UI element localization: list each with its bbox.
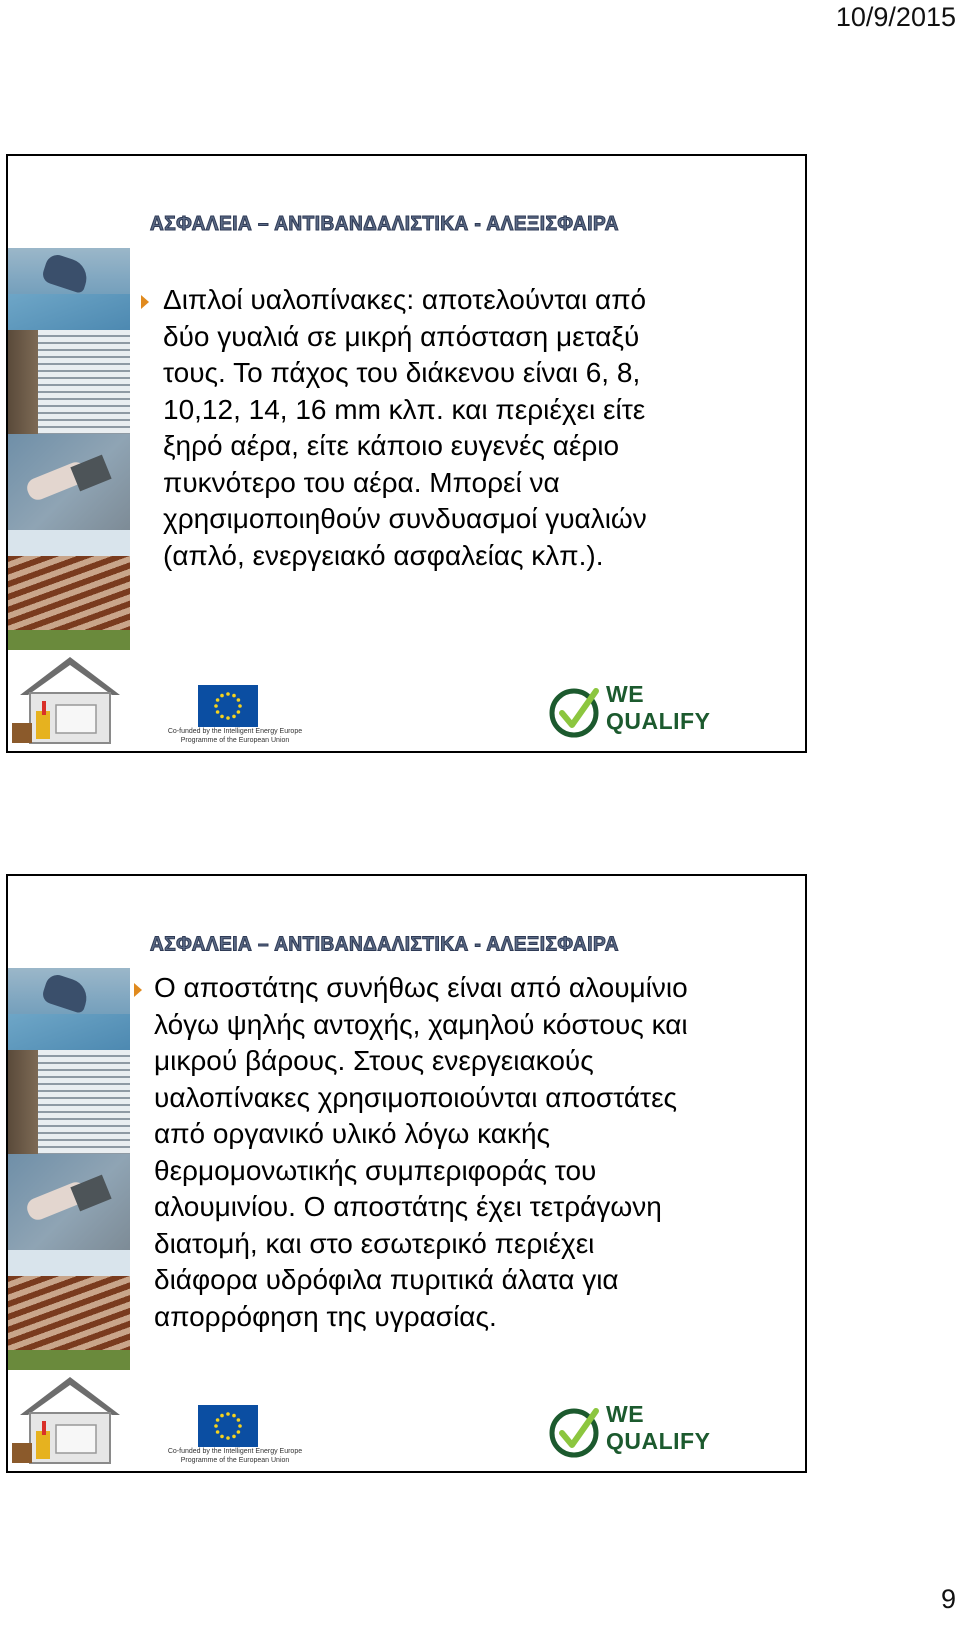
eu-caption-line: Programme of the European Union [180,737,290,744]
logo-text-bottom: QUALIFY [606,1428,711,1454]
window-shutter-photo [8,1050,130,1154]
slide-body [154,970,774,1335]
bullet-arrow-icon [134,983,142,997]
body-line: υαλοπίνακες χρησιμοποιούνται αποστάτες [154,1081,678,1113]
body-line: Διπλοί υαλοπίνακες: αποτελούνται από [163,284,647,315]
body-line: πυκνότερο του αέρα. Μπορεί να [163,466,560,498]
check-circle-icon [548,1403,604,1459]
body-line: δύο γυαλιά σε μικρή απόσταση μεταξύ [163,320,640,352]
house-energy-icon [12,1371,130,1467]
eu-flag-icon [198,685,258,727]
plastering-photo [8,1154,130,1250]
eu-caption-line: Co-funded by the Intelligent Energy Europe [167,1448,303,1455]
logo-text-top: WE [606,1401,645,1427]
pergola-photo [8,1250,130,1370]
body-line: 10,12, 14, 16 mm κλπ. και περιέχει είτε [163,393,646,425]
slide-1 [6,154,807,753]
body-line: λόγω ψηλής αντοχής, χαμηλού κόστους και [154,1008,688,1040]
page-number: 9 [940,1584,956,1614]
eu-funding-caption [150,727,320,745]
body-line: θερμομονωτικής συμπεριφοράς του [154,1154,597,1186]
eu-funding-caption [150,1447,320,1465]
we-qualify-logo [548,1401,718,1461]
we-qualify-logo [548,681,718,741]
page-date: 10/9/2015 [835,2,956,32]
body-line: (απλό, ενεργειακό ασφαλείας κλπ.). [163,539,604,571]
bullet-arrow-icon [141,295,149,309]
pergola-photo [8,530,130,650]
slide-title: ΑΣΦΑΛΕΙΑ – ΑΝΤΙΒΑΝΔΑΛΙΣΤΙΚΑ - ΑΛΕΞΙΣΦΑΙΡΑ [150,213,619,236]
photo-strip [8,248,130,650]
photo-strip [8,968,130,1370]
slide-body [163,282,723,574]
body-line: μικρού βάρους. Στους ενεργειακούς [154,1045,594,1076]
logo-text-top: WE [606,681,645,707]
slide-title: ΑΣΦΑΛΕΙΑ – ΑΝΤΙΒΑΝΔΑΛΙΣΤΙΚΑ - ΑΛΕΞΙΣΦΑΙΡΑ [150,933,619,956]
logo-text-bottom: QUALIFY [606,708,711,734]
eu-caption-line: Co-funded by the Intelligent Energy Europe [167,728,303,735]
body-line: αλουμινίου. Ο αποστάτης έχει τετράγωνη [154,1191,662,1222]
body-line: τους. Το πάχος του διάκενου είναι 6, 8, [163,357,641,388]
roof-worker-photo [8,968,130,1050]
eu-flag-icon [198,1405,258,1447]
check-circle-icon [548,683,604,739]
body-line: απορρόφηση της υγρασίας. [154,1300,497,1332]
eu-caption-line: Programme of the European Union [180,1457,290,1464]
body-line: Ο αποστάτης συνήθως είναι από αλουμίνιο [154,972,688,1003]
body-line: διάφορα υδρόφιλα πυριτικά άλατα για [154,1264,619,1295]
body-line: ξηρό αέρα, είτε κάποιο ευγενές αέριο [163,430,620,461]
body-line: χρησιμοποιηθούν συνδυασμοί γυαλιών [163,503,647,534]
house-energy-icon [12,651,130,747]
roof-worker-photo [8,248,130,330]
body-line: από οργανικό υλικό λόγω κακής [154,1118,551,1149]
body-line: διατομή, και στο εσωτερικό περιέχει [154,1227,595,1259]
window-shutter-photo [8,330,130,434]
plastering-photo [8,434,130,530]
slide-2 [6,874,807,1473]
